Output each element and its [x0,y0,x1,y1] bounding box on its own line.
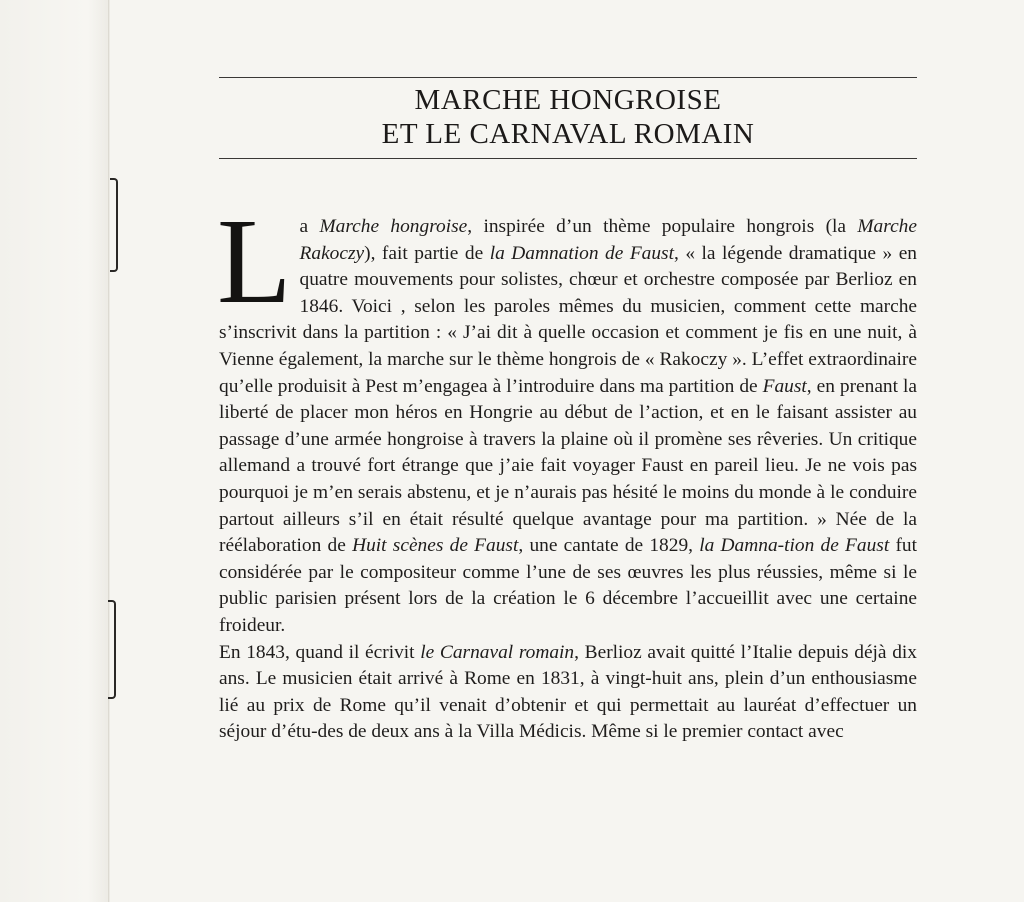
page-gutter [0,0,110,902]
binding-fold [108,0,109,902]
italic-run: le Carnaval romain [420,641,575,663]
text-run: , en prenant la liberté de placer mon héros en Hongrie au début de l’action, et en le faisant assister au passage d’une armée hongroise à travers la plaine où il promène ses rêveries. Un critique allemand a trouvé fort étrange que j’aie fait voyager Faust en pareil lieu. Je ne vois pas pourquoi je m’en serais abstenu, et je n’aurais pas hésité le moins du monde à le conduire partout ailleurs s’il en était résulté quelque avantage pour ma partition. » Née de la réélaboration de [219,375,917,557]
text-run: , inspirée d’un thème populaire hongrois (la [467,216,858,237]
italic-run: Marche Rakoczy [299,216,917,264]
paragraph-1 [217,194,918,640]
page-title [219,83,917,151]
article-body [217,194,918,746]
text-run: ), fait partie de [364,242,490,264]
staple-top [110,178,118,272]
italic-run: Huit scènes de Faust [352,535,519,557]
staple-bottom [108,600,116,699]
text-run: a [299,216,320,237]
title-rule-top [219,77,917,78]
italic-run: Marche hongroise [319,216,468,237]
paragraph-2 [219,640,917,746]
text-run: , une cantate de 1829, [518,535,700,557]
text-run: , « la légende dramatique » en quatre mouvements pour solistes, chœur et orchestre composée par Berlioz en 1846. Voici , selon les paroles mêmes du musicien, comment cette marche s’inscrivit dans la partition : « J’ai dit à quelle occasion et comment je fis en une nuit, à Vienne également, la marche sur le thème hongrois de « Rakoczy ». L’effet extraordinaire qu’elle produisit à Pest m’engagea à l’introduire dans ma partition de [219,242,917,397]
text-run: fut considérée par le compositeur comme l’une de ses œuvres les plus réussies, même si le public parisien présent lors de la création le 6 décembre l’accueillit avec une certaine froideur. [219,535,918,636]
title-line-1: MARCHE HONGROISE [414,84,722,116]
text-run: En 1843, quand il écrivit [219,641,421,663]
text-run: , Berlioz avait quitté l’Italie depuis déjà dix ans. Le musicien était arrivé à Rome en 1831, à vingt-huit ans, plein d’un enthousiasme lié au prix de Rome qu’il venait d’obtenir et qui permettait au lauréat d’effectuer un séjour d’étu-des de deux ans à la Villa Médicis. Même si le premier contact avec [219,641,917,743]
title-rule-bottom [219,158,917,159]
italic-run: la Damnation de Faust [489,242,674,264]
title-line-2: ET LE CARNAVAL ROMAIN [381,118,755,150]
drop-cap: L [217,194,292,329]
italic-run: la Damna-tion de Faust [699,535,890,557]
italic-run: Faust [762,375,807,397]
